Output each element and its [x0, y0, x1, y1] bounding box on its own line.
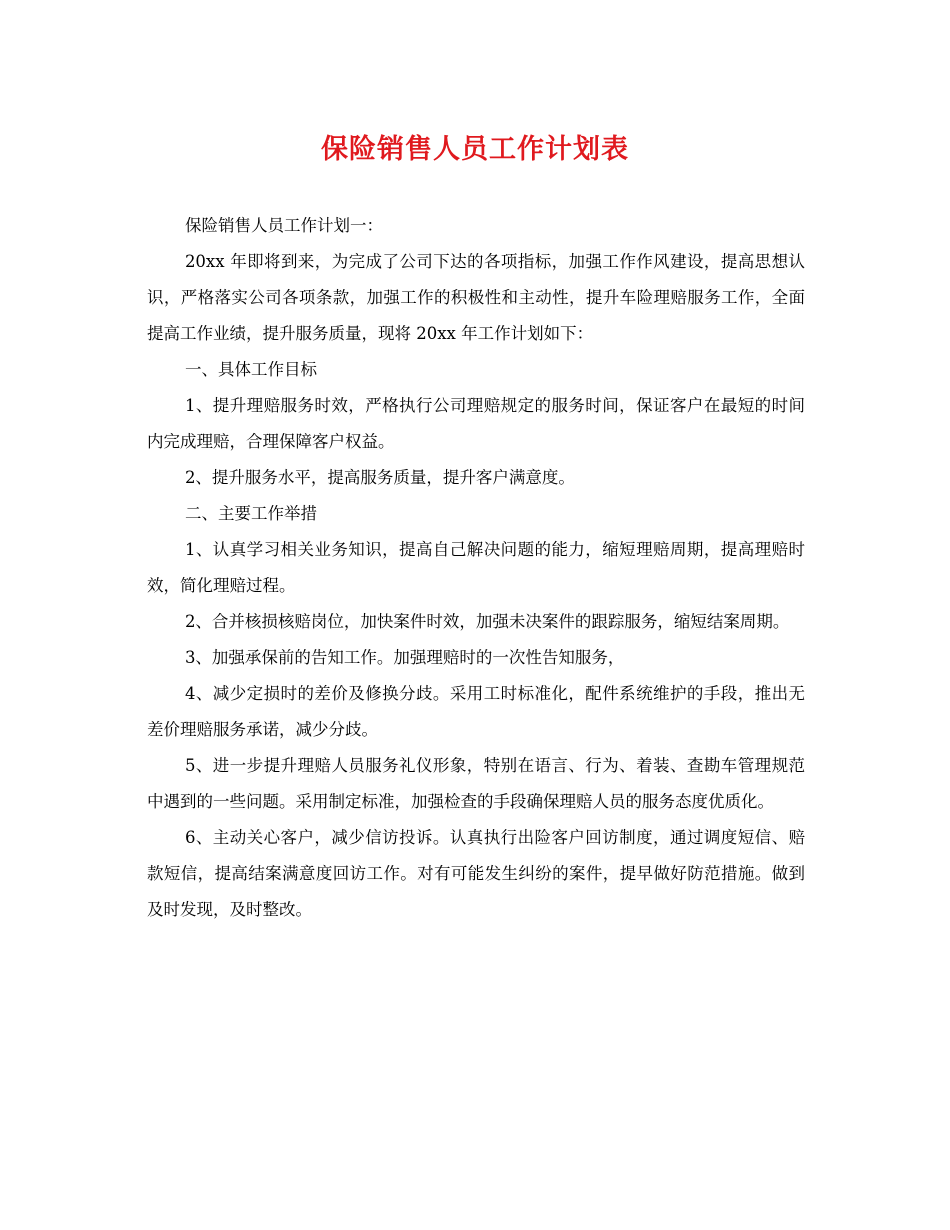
- intro-heading: 保险销售人员工作计划一：: [184, 216, 383, 235]
- goal-item-2: 2、提升服务水平，提高服务质量，提升客户满意度。: [184, 468, 575, 487]
- measure-item-6: 6、主动关心客户，减少信访投诉。认真执行出险客户回访制度，通过调度短信、赔款短信，提高结案满意度回访工作。对有可能发生纠纷的案件，提早做好防范措施。做到及时发现，及时整改。: [147, 828, 805, 919]
- intro-paragraph: 20xx 年即将到来，为完成了公司下达的各项指标，加强工作作风建设，提高思想认识，严格落实公司各项条款，加强工作的积极性和主动性，提升车险理赔服务工作，全面提高工作业绩，提升服务质量，现将 20xx 年工作计划如下：: [147, 252, 805, 343]
- measure-item-1: 1、认真学习相关业务知识，提高自己解决问题的能力，缩短理赔周期，提高理赔时效，简化理赔过程。: [147, 540, 805, 595]
- document-body: [147, 208, 805, 928]
- document-title: 保险销售人员工作计划表: [321, 134, 629, 165]
- measure-item-3: 3、加强承保前的告知工作。加强理赔时的一次性告知服务，: [184, 648, 625, 667]
- goal-item-1: 1、提升理赔服务时效，严格执行公司理赔规定的服务时间，保证客户在最短的时间内完成理赔，合理保障客户权益。: [147, 396, 805, 451]
- measure-item-2: 2、合并核损核赔岗位，加快案件时效，加强未决案件的跟踪服务，缩短结案周期。: [184, 612, 790, 631]
- measure-item-4: 4、减少定损时的差价及修换分歧。采用工时标准化，配件系统维护的手段，推出无差价理赔服务承诺，减少分歧。: [147, 684, 805, 739]
- section-heading-goals: 一、具体工作目标: [184, 360, 317, 379]
- measure-item-5: 5、进一步提升理赔人员服务礼仪形象，特别在语言、行为、着装、查勘车管理规范中遇到的一些问题。采用制定标准，加强检查的手段确保理赔人员的服务态度优质化。: [147, 756, 805, 811]
- section-heading-measures: 二、主要工作举措: [184, 504, 317, 523]
